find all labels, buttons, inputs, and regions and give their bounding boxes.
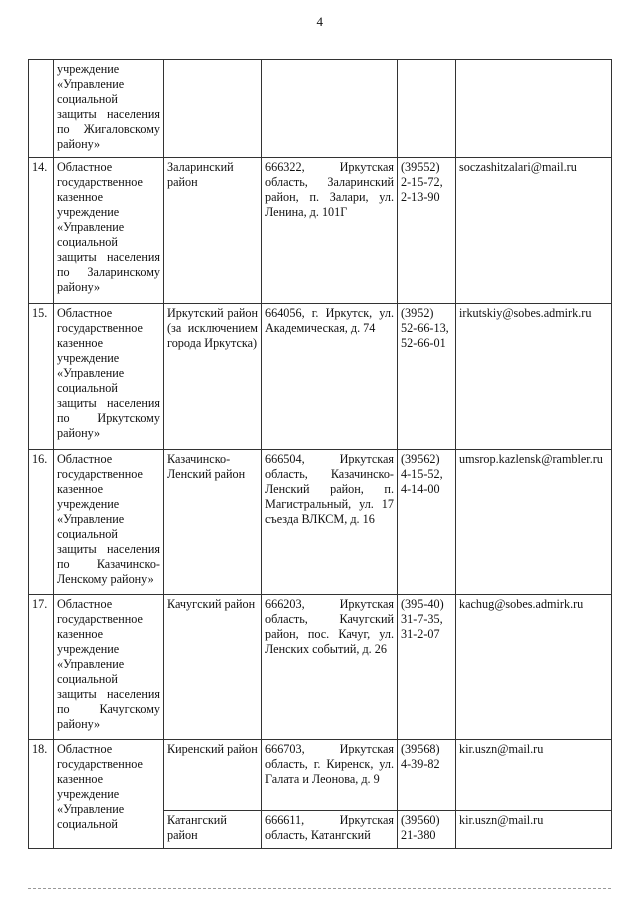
postal-address: 666611, Иркутская область, Катангский — [262, 811, 398, 849]
institution-name: Областное государственное казенное учреждение «Управление социальной защиты населения по Качугскому району» — [54, 595, 164, 740]
email-address: irkutskiy@sobes.admirk.ru — [456, 304, 612, 450]
service-area — [164, 60, 262, 158]
service-area: Качугский район — [164, 595, 262, 740]
footer-divider — [28, 888, 611, 889]
row-number: 18. — [29, 740, 54, 849]
postal-address: 666322, Иркутская область, Заларинский район, п. Залари, ул. Ленина, д. 101Г — [262, 158, 398, 304]
email-address — [456, 60, 612, 158]
email-address: kir.uszn@mail.ru — [456, 811, 612, 849]
email-address: kachug@sobes.admirk.ru — [456, 595, 612, 740]
service-area: Заларинский район — [164, 158, 262, 304]
postal-address — [262, 60, 398, 158]
institution-name: Областное государственное казенное учреждение «Управление социальной защиты населения по Иркутскому району» — [54, 304, 164, 450]
table-row — [29, 60, 612, 158]
page-number: 4 — [316, 14, 324, 29]
phone-numbers: (3952) 52-66-13, 52-66-01 — [398, 304, 456, 450]
institution-name: Областное государственное казенное учреждение «Управление социальной — [54, 740, 164, 849]
email-address: umsrop.kazlensk@rambler.ru — [456, 450, 612, 595]
table-row — [29, 304, 612, 450]
phone-numbers: (39562) 4-15-52, 4-14-00 — [398, 450, 456, 595]
postal-address: 664056, г. Иркутск, ул. Академическая, д. 74 — [262, 304, 398, 450]
service-area: Иркутский район (за исключением города Иркутска) — [164, 304, 262, 450]
service-area: Казачинско-Ленский район — [164, 450, 262, 595]
row-number: 17. — [29, 595, 54, 740]
row-number: 14. — [29, 158, 54, 304]
phone-numbers: (39568) 4-39-82 — [398, 740, 456, 811]
table-row — [29, 450, 612, 595]
table-row — [29, 595, 612, 740]
phone-numbers: (39552) 2-15-72, 2-13-90 — [398, 158, 456, 304]
institution-name: Областное государственное казенное учреждение «Управление социальной защиты населения по Казачинско-Ленскому району» — [54, 450, 164, 595]
row-number — [29, 60, 54, 158]
email-address: soczashitzalari@mail.ru — [456, 158, 612, 304]
postal-address: 666703, Иркутская область, г. Киренск, ул. Галата и Леонова, д. 9 — [262, 740, 398, 811]
email-address: kir.uszn@mail.ru — [456, 740, 612, 811]
service-area: Катангский район — [164, 811, 262, 849]
phone-numbers: (395-40) 31-7-35, 31-2-07 — [398, 595, 456, 740]
institution-name: Областное государственное казенное учреждение «Управление социальной защиты населения по Заларинскому району» — [54, 158, 164, 304]
phone-numbers — [398, 60, 456, 158]
table-row — [29, 158, 612, 304]
registry-table — [28, 59, 612, 849]
row-number: 16. — [29, 450, 54, 595]
institution-name: учреждение «Управление социальной защиты населения по Жигаловскому району» — [54, 60, 164, 158]
service-area: Киренский район — [164, 740, 262, 811]
postal-address: 666203, Иркутская область, Качугский район, пос. Качуг, ул. Ленских событий, д. 26 — [262, 595, 398, 740]
postal-address: 666504, Иркутская область, Казачинско-Ленский район, п. Магистральный, ул. 17 съезда ВЛКСМ, д. 16 — [262, 450, 398, 595]
phone-numbers: (39560) 21-380 — [398, 811, 456, 849]
table-row — [29, 740, 612, 811]
row-number: 15. — [29, 304, 54, 450]
